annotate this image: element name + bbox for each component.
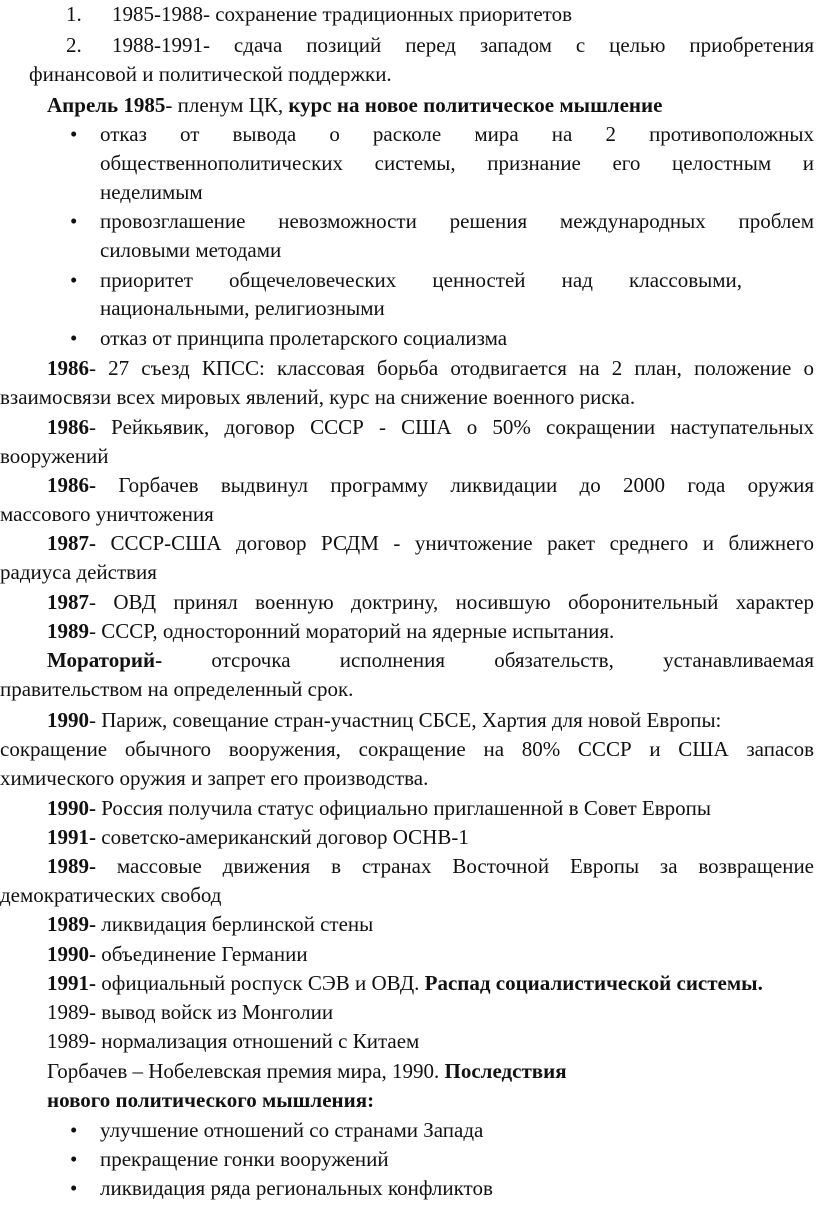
numbered-item-2-line1: 1988-1991- сдача позиций перед западом с целью приобретения bbox=[112, 33, 814, 57]
event-row: 1990- Париж, совещание стран-участниц СБСЕ, Хартия для новой Европы: bbox=[47, 708, 722, 732]
bullet-text: приоритет общечеловеческих ценностей над классовыми, bbox=[100, 268, 742, 292]
bullet-glyph: • bbox=[70, 209, 78, 233]
event-year: 1991- bbox=[47, 825, 96, 849]
event-text: СССР-США договор РСДМ - уничтожение ракет среднего и ближнего bbox=[96, 531, 814, 555]
nobel-line: Горбачев – Нобелевская премия мира, 1990. Последствия bbox=[47, 1059, 567, 1083]
moratorium-label: Мораторий- bbox=[47, 648, 163, 672]
event-row bbox=[47, 471, 814, 500]
event-year: 1989- bbox=[47, 912, 96, 936]
event-year: 1987- bbox=[47, 531, 96, 555]
april-1985-course: курс на новое политическое мышление bbox=[288, 93, 663, 117]
bullet-text: улучшение отношений со странами Запада bbox=[100, 1118, 484, 1142]
event-row bbox=[47, 910, 816, 939]
bullet-text-cont: общественнополитических системы, признание его целостным и bbox=[100, 151, 814, 175]
event-text-cont: радиуса действия bbox=[0, 560, 157, 584]
bullet-text: прекращение гонки вооружений bbox=[100, 1147, 389, 1171]
event-year: 1990- bbox=[47, 796, 96, 820]
bullet-glyph: • bbox=[70, 1176, 78, 1200]
event-text-cont: вооружений bbox=[0, 444, 109, 468]
bullet-glyph: • bbox=[70, 1118, 78, 1142]
event-row bbox=[47, 794, 816, 823]
consequences-heading: Последствия bbox=[444, 1059, 567, 1083]
numbered-item-1-text: 1985-1988- сохранение традиционных приоритетов bbox=[112, 2, 572, 26]
bullet-text-cont: неделимым bbox=[100, 180, 203, 204]
event-text: объединение Германии bbox=[96, 942, 308, 966]
april-1985-plain: - пленум ЦК, bbox=[165, 93, 289, 117]
event-text-cont: химического оружия и запрет его производства. bbox=[0, 766, 429, 790]
bullet-text: провозглашение невозможности решения международных проблем bbox=[100, 209, 814, 233]
event-text-cont: взаимосвязи всех мировых явлений, курс на снижение военного риска. bbox=[0, 385, 636, 409]
event-year: 1990- bbox=[47, 942, 96, 966]
event-row: 1987- ОВД принял военную доктрину, носившую оборонительный характер bbox=[47, 590, 814, 614]
event-row bbox=[47, 646, 814, 675]
event-row bbox=[47, 969, 816, 998]
event-row bbox=[47, 529, 814, 558]
consequences-heading-cont: нового политического мышления: bbox=[47, 1088, 375, 1112]
bullet-text: отказ от принципа пролетарского социализма bbox=[100, 326, 508, 350]
event-row bbox=[47, 852, 814, 881]
event-text: Париж, совещание стран-участниц СБСЕ, Хартия для новой Европы: bbox=[96, 708, 722, 732]
bullet-text-cont: национальными, религиозными bbox=[100, 296, 385, 320]
event-text: Россия получила статус официально приглашенной в Совет Европы bbox=[96, 796, 711, 820]
event-text: советско-американский договор ОСНВ-1 bbox=[96, 825, 469, 849]
bullet-text: ликвидация ряда региональных конфликтов bbox=[100, 1176, 493, 1200]
event-text: СССР, односторонний мораторий на ядерные испытания. bbox=[96, 619, 615, 643]
event-text: ликвидация берлинской стены bbox=[96, 912, 374, 936]
bullet-text-cont: силовыми методами bbox=[100, 238, 282, 262]
event-year: 1986- bbox=[47, 473, 96, 497]
event-text: отсрочка исполнения обязательств, устанавливаемая bbox=[162, 648, 814, 672]
event-year: 1989- bbox=[47, 854, 96, 878]
event-bold-tail: Распад социалистической системы. bbox=[424, 971, 763, 995]
event-row: 1986- 27 съезд КПСС: классовая борьба отодвигается на 2 план, положение о bbox=[47, 356, 814, 380]
event-year: 1990 bbox=[47, 708, 89, 732]
event-year: 1986 bbox=[47, 415, 89, 439]
event-text: Рейкьявик, договор СССР - США о 50% сокращении наступательных bbox=[96, 415, 814, 439]
numbered-item-1-number: 1. bbox=[66, 2, 82, 26]
event-text: 27 съезд КПСС: классовая борьба отодвигается на 2 план, положение о bbox=[96, 356, 814, 380]
event-row bbox=[47, 823, 816, 852]
numbered-item-2-line2: финансовой и политической поддержки. bbox=[29, 62, 392, 86]
bullet-text: отказ от вывода о расколе мира на 2 противоположных bbox=[100, 122, 814, 146]
event-text-cont: сокращение обычного вооружения, сокращение на 80% СССР и США запасов bbox=[0, 737, 814, 761]
event-row: 1986- Рейкьявик, договор СССР - США о 50% сокращении наступательных bbox=[47, 415, 814, 439]
april-1985-heading bbox=[47, 91, 816, 120]
event-text: Горбачев выдвинул программу ликвидации до 2000 года оружия bbox=[96, 473, 814, 497]
event-text: массовые движения в странах Восточной Европы за возвращение bbox=[96, 854, 814, 878]
event-year: 1991- bbox=[47, 971, 96, 995]
bullet-glyph: • bbox=[70, 326, 78, 350]
event-row bbox=[47, 940, 816, 969]
event-year: 1986 bbox=[47, 356, 89, 380]
april-1985-label: Апрель 1985 bbox=[47, 93, 166, 117]
event-text: ОВД принял военную доктрину, носившую оборонительный характер bbox=[96, 590, 814, 614]
event-text-cont: правительством на определенный срок. bbox=[0, 677, 354, 701]
bullet-glyph: • bbox=[70, 268, 78, 292]
event-text-cont: массового уничтожения bbox=[0, 502, 214, 526]
bullet-glyph: • bbox=[70, 122, 78, 146]
plain-line: 1989- вывод войск из Монголии bbox=[47, 1000, 334, 1024]
event-row: 1989- СССР, односторонний мораторий на ядерные испытания. bbox=[47, 619, 615, 643]
event-text-cont: демократических свобод bbox=[0, 883, 222, 907]
event-text: официальный роспуск СЭВ и ОВД. bbox=[96, 971, 425, 995]
numbered-item-2-number: 2. bbox=[66, 33, 82, 57]
event-year: 1987 bbox=[47, 590, 89, 614]
event-year: 1989 bbox=[47, 619, 89, 643]
bullet-glyph: • bbox=[70, 1147, 78, 1171]
plain-line: 1989- нормализация отношений с Китаем bbox=[47, 1029, 420, 1053]
